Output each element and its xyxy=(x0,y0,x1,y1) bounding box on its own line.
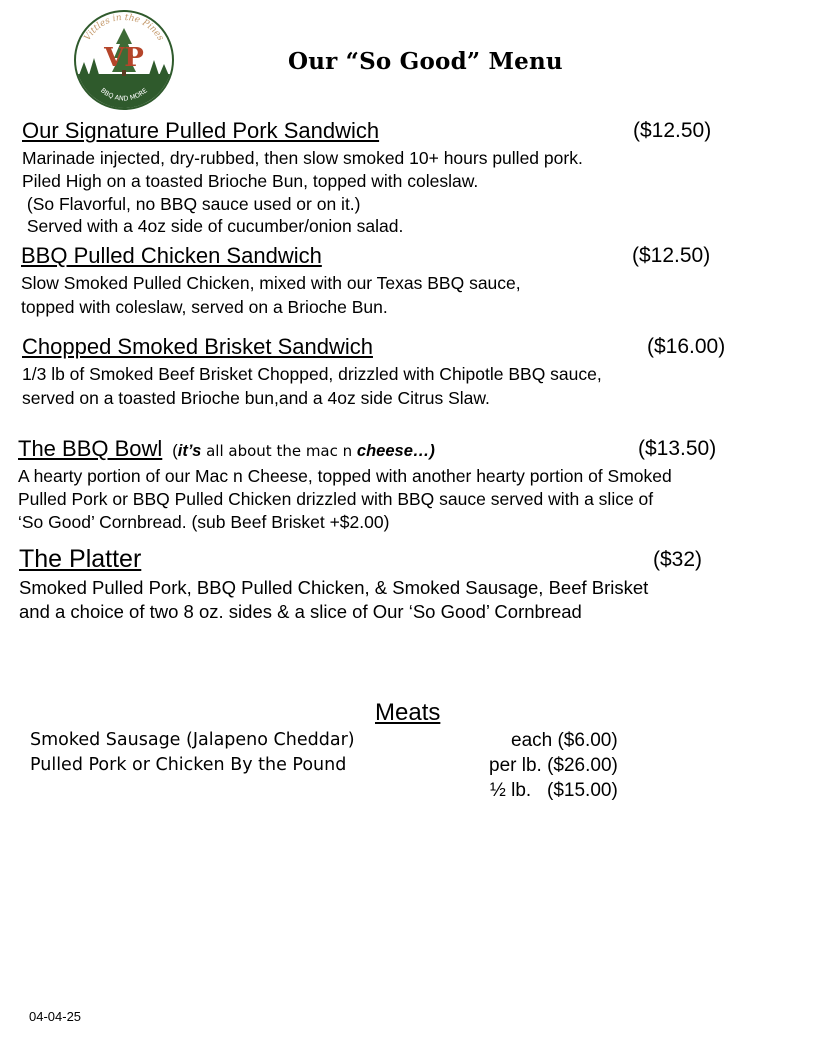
item-price-pulled-pork: ($12.50) xyxy=(633,119,712,142)
meat-name: Pulled Pork or Chicken By the Pound xyxy=(30,755,347,775)
meat-price: per lb. ($26.00) xyxy=(489,755,618,776)
tag-open: ( xyxy=(172,442,178,460)
item-title-pulled-pork: Our Signature Pulled Pork Sandwich xyxy=(22,118,380,143)
item-desc-line: A hearty portion of our Mac n Cheese, topped with another hearty portion of Smoked xyxy=(18,466,672,486)
item-title-pulled-chicken: BBQ Pulled Chicken Sandwich xyxy=(21,243,322,268)
item-desc-line: Marinade injected, dry-rubbed, then slow smoked 10+ hours pulled pork. xyxy=(22,148,583,168)
bbq-bowl-heading xyxy=(18,436,435,462)
meats-title: Meats xyxy=(375,699,441,726)
logo-letters: VP xyxy=(104,43,144,73)
menu-title: Our “So Good” Menu xyxy=(288,48,563,75)
item-desc-line: Slow Smoked Pulled Chicken, mixed with our Texas BBQ sauce, xyxy=(21,273,521,293)
item-desc-line: Served with a 4oz side of cucumber/onion salad. xyxy=(22,216,404,236)
revision-date: 04-04-25 xyxy=(29,1009,82,1024)
tag-middle: all about the mac n xyxy=(201,442,357,460)
logo-arc-text: Vittles in the Pines xyxy=(82,12,166,43)
item-price-platter: ($32) xyxy=(653,548,703,571)
meat-price: each ($6.00) xyxy=(511,730,618,751)
item-desc-line: ‘So Good’ Cornbread. (sub Beef Brisket +$2.00) xyxy=(18,512,390,532)
tag-its: it’s xyxy=(177,442,202,460)
item-title-bbq-bowl: The BBQ Bowl xyxy=(18,436,163,461)
logo xyxy=(70,8,178,112)
meat-price: ½ lb. ($15.00) xyxy=(490,780,618,801)
item-tag-bbq-bowl xyxy=(172,442,435,461)
tag-cheese: cheese…) xyxy=(356,442,435,460)
item-title-brisket: Chopped Smoked Brisket Sandwich xyxy=(22,334,373,359)
meat-name: Smoked Sausage (Jalapeno Cheddar) xyxy=(30,730,355,750)
item-title-platter: The Platter xyxy=(19,545,142,573)
item-desc-line: Piled High on a toasted Brioche Bun, topped with coleslaw. xyxy=(22,171,479,191)
item-desc-line: and a choice of two 8 oz. sides & a slice of Our ‘So Good’ Cornbread xyxy=(19,601,582,622)
item-desc-line: served on a toasted Brioche bun,and a 4oz side Citrus Slaw. xyxy=(22,388,490,408)
item-price-bbq-bowl: ($13.50) xyxy=(638,437,717,460)
item-desc-line: topped with coleslaw, served on a Brioche Bun. xyxy=(21,297,388,317)
item-price-pulled-chicken: ($12.50) xyxy=(632,244,711,267)
item-price-brisket: ($16.00) xyxy=(647,335,726,358)
logo-emblem xyxy=(70,8,178,112)
item-desc-line: Smoked Pulled Pork, BBQ Pulled Chicken, & Smoked Sausage, Beef Brisket xyxy=(19,577,649,598)
item-desc-line: Pulled Pork or BBQ Pulled Chicken drizzled with BBQ sauce served with a slice of xyxy=(18,489,654,509)
item-desc-line: (So Flavorful, no BBQ sauce used or on it.) xyxy=(22,194,361,214)
logo-tagline: BBQ AND MORE xyxy=(99,86,149,103)
item-desc-line: 1/3 lb of Smoked Beef Brisket Chopped, drizzled with Chipotle BBQ sauce, xyxy=(22,364,602,384)
